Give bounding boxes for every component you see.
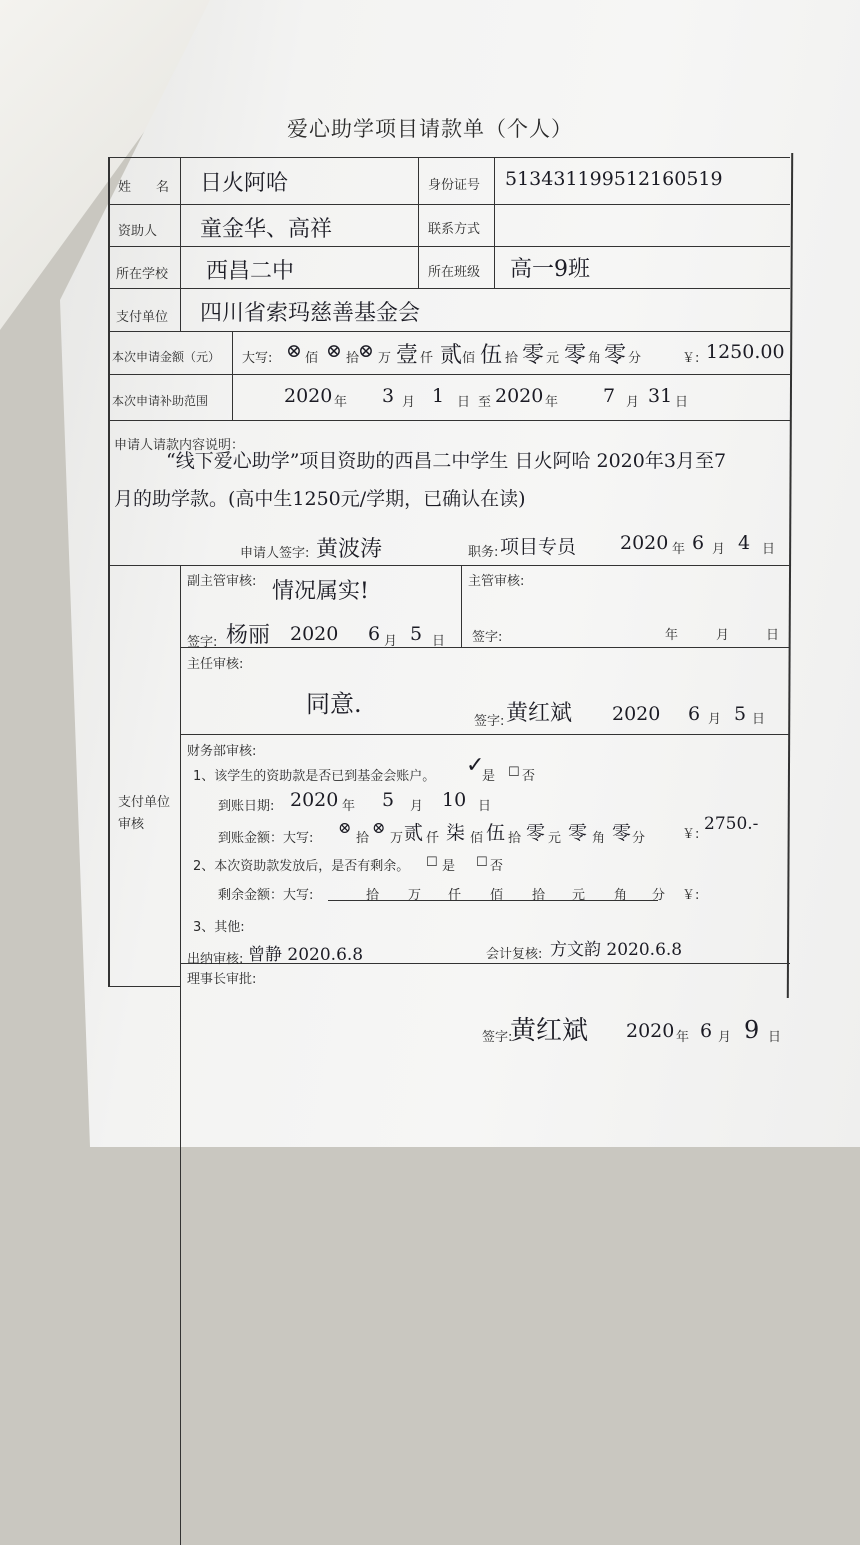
q1-yes-checkmark: ✓ (466, 753, 485, 778)
description-line-2: 月的助学款。(高中生1250元/学期，已确认在读) (114, 488, 526, 510)
question-2: 2、本次资助款发放后，是否有剩余。 (193, 859, 410, 874)
q1-yes-label: 是 (482, 769, 496, 784)
label-supervisor-review: 主管审核: (468, 574, 525, 589)
value-id-card: 513431199512160519 (505, 168, 723, 190)
label-remaining: 剩余金额：大写: (218, 888, 314, 903)
q2-no-label: 否 (490, 859, 504, 874)
q1-no-checkbox-icon[interactable]: ☐ (508, 765, 520, 780)
cashier-signature: 曾静 2020.6.8 (248, 945, 364, 965)
value-sponsor: 童金华、高祥 (200, 217, 333, 242)
value-pay-unit: 四川省索玛慈善基金会 (200, 301, 421, 326)
vice-signature: 杨丽 (226, 623, 271, 648)
arrival-number: 2750.- (704, 814, 759, 834)
label-name: 姓 名 (118, 180, 176, 195)
question-3: 3、其他: (193, 920, 245, 935)
director-signature: 黄红斌 (506, 701, 573, 726)
q1-no-label: 否 (522, 769, 536, 784)
chairman-signature: 黄红斌 (510, 1016, 589, 1046)
label-arrival-date: 到账日期: (218, 799, 275, 814)
value-name: 日火阿哈 (200, 171, 289, 196)
label-school: 所在学校 (116, 267, 169, 282)
q2-yes-label: 是 (442, 859, 456, 874)
label-range: 本次申请补助范围 (112, 394, 209, 408)
label-description: 申请人请款内容说明： (114, 438, 245, 453)
label-pay-unit: 支付单位 (116, 310, 169, 325)
label-supervisor-sign: 签字: (472, 630, 503, 645)
director-comment: 同意. (306, 690, 362, 718)
amount-number: 1250.00 (706, 341, 785, 363)
label-director-sign: 签字: (474, 714, 505, 729)
q2-no-checkbox-icon[interactable]: ☐ (476, 855, 488, 870)
description-line-1: “线下爱心助学”项目资助的西昌二中学生 日火阿哈 2020年3月至7 (166, 450, 727, 472)
value-position: 项目专员 (500, 536, 577, 558)
label-chairman: 理事长审批: (187, 972, 257, 987)
label-sponsor: 资助人 (118, 224, 158, 239)
label-contact: 联系方式 (428, 222, 481, 237)
vice-comment: 情况属实! (272, 579, 369, 604)
question-1: 1、该学生的资助款是否已到基金会账户。 (193, 769, 436, 784)
value-class: 高一9班 (510, 257, 590, 282)
q2-yes-checkbox-icon[interactable]: ☐ (426, 855, 438, 870)
form-title: 爱心助学项目请款单（个人） (287, 117, 573, 141)
label-arrival-amount: 到账金额：大写: (218, 831, 314, 846)
label-amount: 本次申请金额（元） (112, 350, 221, 364)
label-accountant: 会计复核: (486, 947, 543, 962)
label-id-card: 身份证号 (428, 178, 481, 193)
label-class: 所在班级 (428, 265, 481, 280)
label-finance-review: 财务部审核: (187, 744, 257, 759)
label-chairman-sign: 签字: (482, 1030, 513, 1045)
label-cashier: 出纳审核: (187, 952, 244, 967)
label-payment-review: 支付单位审核 (118, 795, 171, 832)
label-applicant-sign: 申请人签字: (240, 546, 310, 561)
value-school: 西昌二中 (206, 259, 295, 284)
label-position: 职务: (468, 545, 499, 560)
label-vice-review: 副主管审核: (187, 574, 257, 589)
accountant-signature: 方文韵 2020.6.8 (550, 940, 683, 960)
label-director-review: 主任审核: (187, 657, 244, 672)
applicant-signature: 黄波涛 (316, 537, 383, 562)
label-vice-sign: 签字: (187, 635, 218, 650)
